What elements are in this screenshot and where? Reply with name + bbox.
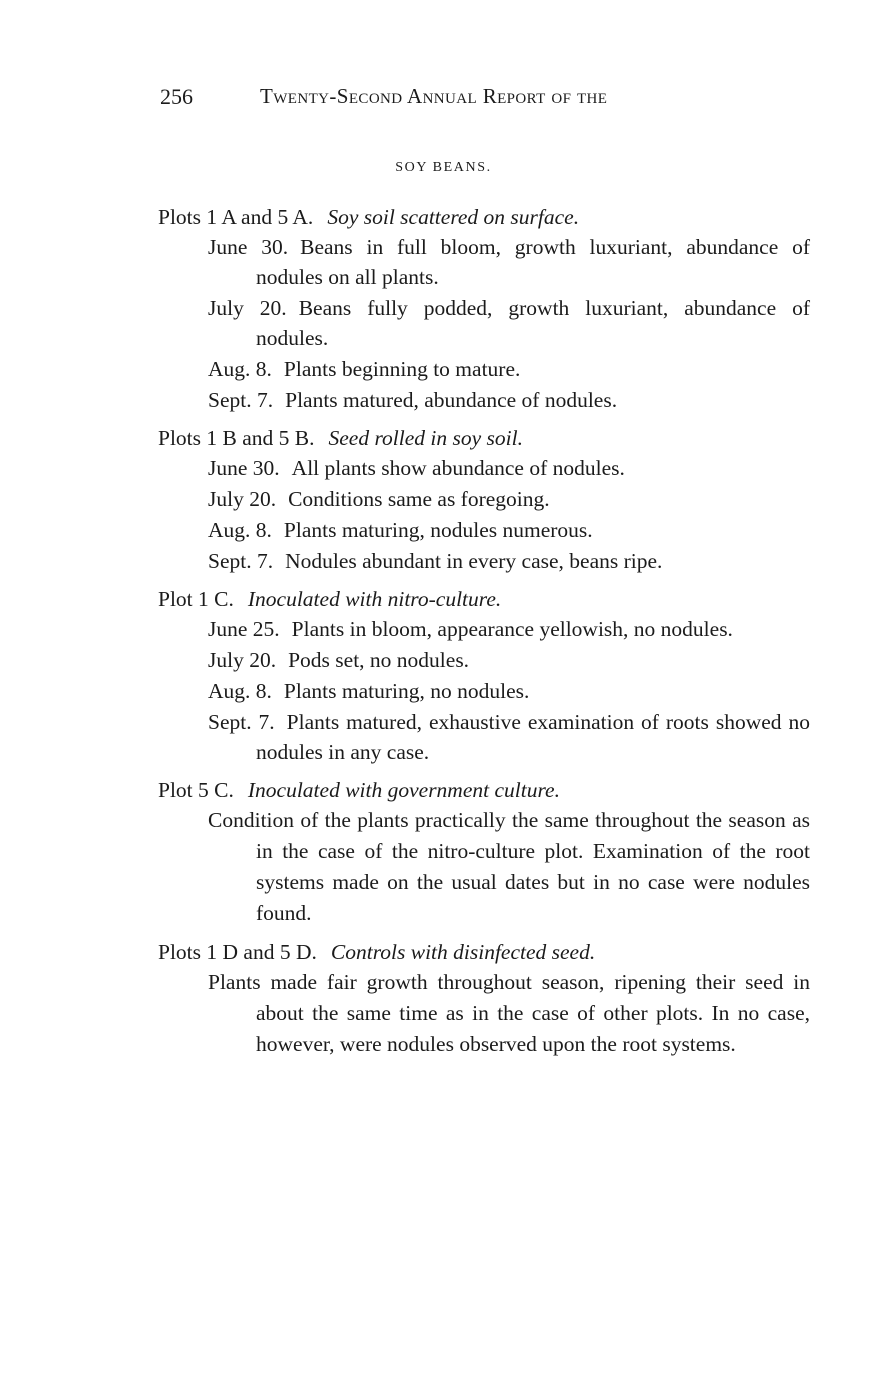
plot-block-5c <box>158 775 810 929</box>
plot-treatment: Seed rolled in soy soil. <box>328 426 523 450</box>
plot-treatment: Inoculated with nitro-culture. <box>247 587 502 611</box>
plot-heading <box>158 584 810 614</box>
report-body <box>158 202 810 1068</box>
entry-text: Plants maturing, no nodules. <box>283 679 530 703</box>
plot-label: Plots 1 D and 5 D. <box>158 940 317 964</box>
observation-entry <box>208 453 810 483</box>
plot-label: Plots 1 A and 5 A. <box>158 205 314 229</box>
entry-date: Sept. 7. <box>208 388 274 412</box>
running-head <box>160 84 780 120</box>
observation-entry <box>208 614 810 644</box>
plot-block-1d-5d <box>158 937 810 1060</box>
page-number: 256 <box>160 84 193 109</box>
plot-block-1b-5b <box>158 423 810 576</box>
plot-block-1a-5a <box>158 202 810 415</box>
plot-heading <box>158 202 810 232</box>
plot-paragraph: Condition of the plants practically the same throughout the season as in the case of the nitro-culture plot. Examination of the root systems made on the usual dates but in no case were nodules found. <box>208 808 810 925</box>
entry-text: All plants show abundance of nodules. <box>291 456 625 480</box>
entry-date: July 20. <box>208 296 287 320</box>
entry-date: Sept. 7. <box>208 549 274 573</box>
entry-text: Plants maturing, nodules numerous. <box>283 518 593 542</box>
entry-text: Beans in full bloom, growth luxuriant, abundance of nodules on all plants. <box>256 235 810 289</box>
entry-date: June 30. <box>208 456 280 480</box>
plot-heading <box>158 423 810 453</box>
entry-date: June 30. <box>208 235 289 259</box>
observation-entry <box>208 515 810 545</box>
entry-text: Plants beginning to mature. <box>283 357 521 381</box>
observation-entry <box>208 232 810 292</box>
observation-entry <box>208 645 810 675</box>
entry-text: Plants matured, exhaustive examination of roots showed no nodules in any case. <box>256 710 810 764</box>
plot-heading <box>158 937 810 967</box>
plot-treatment: Controls with disinfected seed. <box>330 940 596 964</box>
entry-date: Sept. 7. <box>208 710 275 734</box>
running-title: Twenty-Second Annual Report of the <box>260 84 608 108</box>
entry-date: July 20. <box>208 487 277 511</box>
entry-text: Pods set, no nodules. <box>288 648 470 672</box>
entry-date: Aug. 8. <box>208 679 272 703</box>
observation-entry <box>208 484 810 514</box>
observation-entry <box>208 546 810 576</box>
plot-block-1c <box>158 584 810 767</box>
plot-treatment: Soy soil scattered on surface. <box>327 205 580 229</box>
entry-text: Beans fully podded, growth luxuriant, abundance of nodules. <box>256 296 811 350</box>
entry-text: Plants in bloom, appearance yellowish, no nodules. <box>291 617 733 641</box>
entry-date: Aug. 8. <box>208 357 272 381</box>
plot-label: Plot 1 C. <box>158 587 234 611</box>
section-title: SOY BEANS. <box>395 160 492 175</box>
observation-entry <box>208 293 811 353</box>
plot-label: Plot 5 C. <box>158 778 234 802</box>
plot-treatment: Inoculated with government culture. <box>247 778 560 802</box>
entry-date: June 25. <box>208 617 280 641</box>
observation-entry <box>208 676 810 706</box>
observation-entry <box>208 385 810 415</box>
entry-text: Conditions same as foregoing. <box>288 487 550 511</box>
plot-paragraph: Plants made fair growth throughout season, ripening their seed in about the same time as in the case of other plots. In no case, however, were nodules observed upon the root systems. <box>208 970 810 1056</box>
observation-entry <box>208 707 810 767</box>
observation-entry <box>208 354 810 384</box>
entry-date: July 20. <box>208 648 277 672</box>
plot-label: Plots 1 B and 5 B. <box>158 426 315 450</box>
plot-heading <box>158 775 810 805</box>
entry-date: Aug. 8. <box>208 518 272 542</box>
entry-text: Plants matured, abundance of nodules. <box>285 388 618 412</box>
entry-text: Nodules abundant in every case, beans ripe. <box>285 549 663 573</box>
